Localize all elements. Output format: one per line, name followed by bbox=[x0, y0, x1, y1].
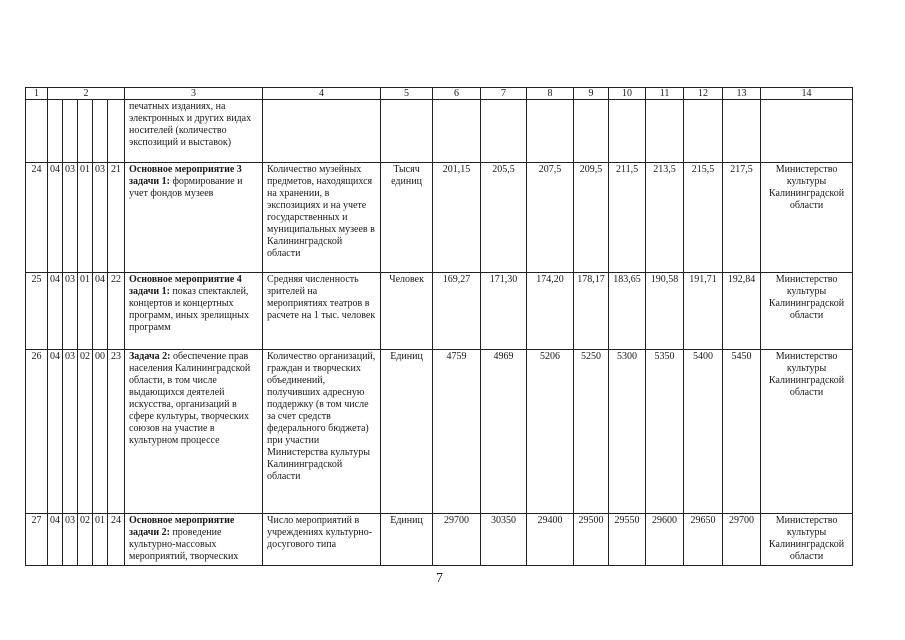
value-cell: 169,27 bbox=[433, 273, 481, 350]
value-cell: 211,5 bbox=[609, 163, 646, 273]
indicator-cell: Количество музейных предметов, находящихся на хранении, в экспозициях и на учете государственных и муниципальных музеев в Калининградской области bbox=[263, 163, 381, 273]
table-body bbox=[26, 100, 853, 566]
value-cell: 5300 bbox=[609, 350, 646, 514]
table-row bbox=[26, 350, 853, 514]
value-cell: 29400 bbox=[527, 514, 574, 566]
row-number-cell: 26 bbox=[26, 350, 48, 514]
activity-cell bbox=[125, 273, 263, 350]
header-col-8: 8 bbox=[527, 88, 574, 100]
code-cell: 04 bbox=[93, 273, 108, 350]
code-cell: 24 bbox=[108, 514, 125, 566]
activity-cell bbox=[125, 350, 263, 514]
code-cell: 01 bbox=[78, 273, 93, 350]
activity-heading: Задача 2: bbox=[129, 351, 171, 362]
row-number-cell: 27 bbox=[26, 514, 48, 566]
table-row bbox=[26, 273, 853, 350]
value-cell: 215,5 bbox=[684, 163, 723, 273]
indicator-cell: Количество организаций, граждан и творческих объединений, получивших адресную поддержку (в том числе за счет средств федерального бюджета) при участии Министерства культуры Калининградской области bbox=[263, 350, 381, 514]
empty-cell bbox=[26, 100, 48, 163]
unit-cell: Единиц bbox=[381, 514, 433, 566]
header-col-13: 13 bbox=[723, 88, 761, 100]
row-number-cell: 24 bbox=[26, 163, 48, 273]
value-cell: 183,65 bbox=[609, 273, 646, 350]
value-cell: 207,5 bbox=[527, 163, 574, 273]
table-header-row bbox=[26, 88, 853, 100]
value-cell: 171,30 bbox=[481, 273, 527, 350]
value-cell: 192,84 bbox=[723, 273, 761, 350]
indicator-cell: Число мероприятий в учреждениях культурно-досугового типа bbox=[263, 514, 381, 566]
code-cell: 22 bbox=[108, 273, 125, 350]
table-row bbox=[26, 163, 853, 273]
activity-cell bbox=[125, 514, 263, 566]
value-cell: 178,17 bbox=[574, 273, 609, 350]
value-cell: 29700 bbox=[433, 514, 481, 566]
value-cell: 191,71 bbox=[684, 273, 723, 350]
code-cell: 03 bbox=[93, 163, 108, 273]
code-cell: 03 bbox=[63, 350, 78, 514]
code-cell: 02 bbox=[78, 350, 93, 514]
indicator-cell: Средняя численность зрителей на мероприятиях театров в расчете на 1 тыс. человек bbox=[263, 273, 381, 350]
empty-cell bbox=[609, 100, 646, 163]
table-row bbox=[26, 514, 853, 566]
code-cell: 03 bbox=[63, 273, 78, 350]
empty-cell bbox=[48, 100, 63, 163]
empty-cell bbox=[684, 100, 723, 163]
value-cell: 29500 bbox=[574, 514, 609, 566]
activity-text: обеспечение прав населения Калининградской области, в том числе выдающихся деятелей искусства, организаций в сфере культуры, творческих союзов на участие в культурном процессе bbox=[129, 351, 251, 446]
empty-cell bbox=[527, 100, 574, 163]
value-cell: 5450 bbox=[723, 350, 761, 514]
value-cell: 5400 bbox=[684, 350, 723, 514]
unit-cell: Единиц bbox=[381, 350, 433, 514]
code-cell: 03 bbox=[63, 514, 78, 566]
header-col-2: 2 bbox=[48, 88, 125, 100]
code-cell: 23 bbox=[108, 350, 125, 514]
code-cell: 04 bbox=[48, 273, 63, 350]
activity-text: формирование и учет фондов музеев bbox=[129, 176, 243, 199]
empty-cell bbox=[761, 100, 853, 163]
empty-cell bbox=[108, 100, 125, 163]
header-col-14: 14 bbox=[761, 88, 853, 100]
activity-text: проведение культурно-массовых мероприятий, творческих bbox=[129, 527, 239, 562]
empty-cell bbox=[723, 100, 761, 163]
header-col-12: 12 bbox=[684, 88, 723, 100]
code-cell: 04 bbox=[48, 514, 63, 566]
value-cell: 29550 bbox=[609, 514, 646, 566]
value-cell: 213,5 bbox=[646, 163, 684, 273]
empty-cell bbox=[574, 100, 609, 163]
code-cell: 04 bbox=[48, 350, 63, 514]
header-col-1: 1 bbox=[26, 88, 48, 100]
empty-cell bbox=[433, 100, 481, 163]
code-cell: 01 bbox=[78, 163, 93, 273]
activity-heading: Основное мероприятие 3 задачи 1: bbox=[129, 164, 242, 187]
code-cell: 02 bbox=[78, 514, 93, 566]
value-cell: 4759 bbox=[433, 350, 481, 514]
activity-heading: Основное мероприятие задачи 2: bbox=[129, 515, 235, 538]
empty-cell bbox=[78, 100, 93, 163]
code-cell: 01 bbox=[93, 514, 108, 566]
value-cell: 201,15 bbox=[433, 163, 481, 273]
activity-cell bbox=[125, 163, 263, 273]
empty-cell bbox=[481, 100, 527, 163]
value-cell: 29600 bbox=[646, 514, 684, 566]
code-cell: 04 bbox=[48, 163, 63, 273]
empty-cell bbox=[93, 100, 108, 163]
responsible-cell: Министерство культуры Калининградской области bbox=[761, 514, 853, 566]
header-col-6: 6 bbox=[433, 88, 481, 100]
header-col-5: 5 bbox=[381, 88, 433, 100]
empty-cell bbox=[381, 100, 433, 163]
activity-heading: Основное мероприятие 4 задачи 1: bbox=[129, 274, 242, 297]
activity-text: показ спектаклей, концертов и концертных программ, иных зрелищных программ bbox=[129, 286, 250, 333]
responsible-cell: Министерство культуры Калининградской области bbox=[761, 273, 853, 350]
unit-cell: Человек bbox=[381, 273, 433, 350]
value-cell: 5350 bbox=[646, 350, 684, 514]
code-cell: 03 bbox=[63, 163, 78, 273]
responsible-cell: Министерство культуры Калининградской области bbox=[761, 350, 853, 514]
value-cell: 4969 bbox=[481, 350, 527, 514]
value-cell: 205,5 bbox=[481, 163, 527, 273]
code-cell: 00 bbox=[93, 350, 108, 514]
value-cell: 217,5 bbox=[723, 163, 761, 273]
activity-cell: печатных изданиях, на электронных и других видах носителей (количество экспозиций и выставок) bbox=[125, 100, 263, 163]
value-cell: 29650 bbox=[684, 514, 723, 566]
header-col-9: 9 bbox=[574, 88, 609, 100]
unit-cell: Тысяч единиц bbox=[381, 163, 433, 273]
header-col-4: 4 bbox=[263, 88, 381, 100]
document-table bbox=[25, 87, 853, 566]
value-cell: 190,58 bbox=[646, 273, 684, 350]
row-number-cell: 25 bbox=[26, 273, 48, 350]
code-cell: 21 bbox=[108, 163, 125, 273]
empty-cell bbox=[263, 100, 381, 163]
empty-cell bbox=[63, 100, 78, 163]
header-col-3: 3 bbox=[125, 88, 263, 100]
header-col-11: 11 bbox=[646, 88, 684, 100]
table-row-continuation bbox=[26, 100, 853, 163]
value-cell: 5250 bbox=[574, 350, 609, 514]
value-cell: 30350 bbox=[481, 514, 527, 566]
empty-cell bbox=[646, 100, 684, 163]
value-cell: 5206 bbox=[527, 350, 574, 514]
value-cell: 174,20 bbox=[527, 273, 574, 350]
value-cell: 209,5 bbox=[574, 163, 609, 273]
page-number: 7 bbox=[436, 571, 443, 586]
responsible-cell: Министерство культуры Калининградской области bbox=[761, 163, 853, 273]
header-col-10: 10 bbox=[609, 88, 646, 100]
header-col-7: 7 bbox=[481, 88, 527, 100]
value-cell: 29700 bbox=[723, 514, 761, 566]
